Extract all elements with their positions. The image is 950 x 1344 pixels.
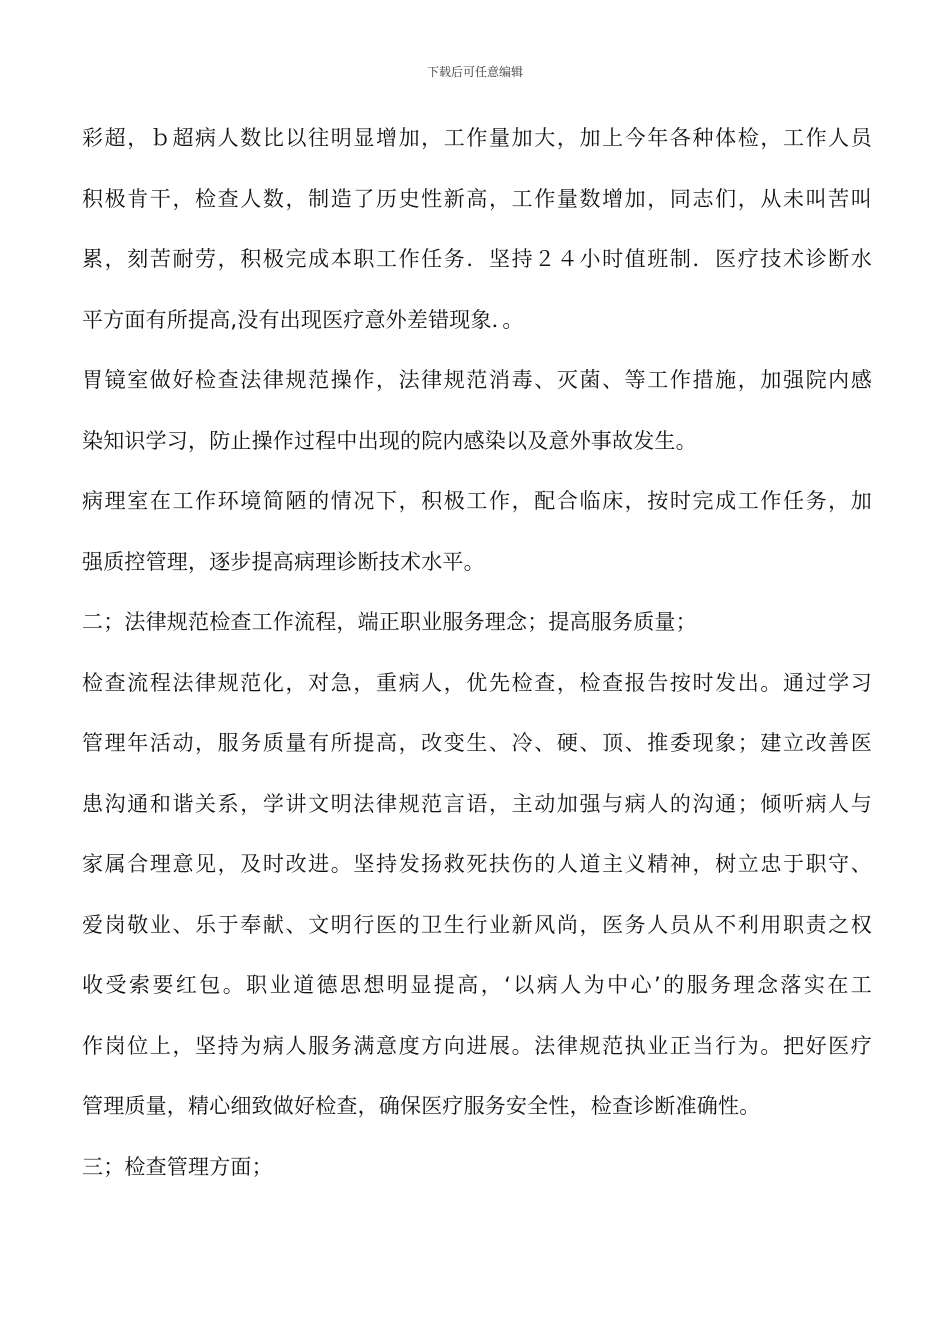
text-line: 作岗位上，坚持为病人服务满意度方向进展。法律规范执业正当行为。把好医疗 (82, 1033, 872, 1058)
text-line: 家属合理意见，及时改进。坚持发扬救死扶伤的人道主义精神，树立忠于职守、 (82, 852, 872, 876)
text-line: 患沟通和谐关系，学讲文明法律规范言语，主动加强与病人的沟通；倾听病人与 (82, 791, 872, 816)
text-line: 检查流程法律规范化，对急，重病人，优先检查，检查报告按时发出。通过学习 (82, 670, 872, 695)
document-body (82, 108, 872, 1197)
text-line: 染知识学习，防止操作过程中出现的院内感染以及意外事故发生。 (82, 428, 697, 453)
page-header-note: 下载后可任意编辑 (426, 65, 523, 79)
text-line: 累，刻苦耐劳，积极完成本职工作任务．坚持２４小时值班制．医疗技术诊断水 (82, 247, 872, 271)
text-line: 积极肯干，检查人数，制造了历史性新高，工作量数增加，同志们，从未叫苦叫 (82, 186, 872, 211)
section-heading: 二；法律规范检查工作流程，端正职业服务理念；提高服务质量； (82, 610, 697, 634)
text-line: 强质控管理，逐步提高病理诊断技术水平。 (82, 549, 485, 574)
text-line: 胃镜室做好检查法律规范操作，法律规范消毒、灭菌、等工作措施，加强院内感 (82, 368, 872, 392)
text-line: 彩超，ｂ超病人数比以往明显增加，工作量加大，加上今年各种体检，工作人员 (82, 126, 872, 150)
section-heading: 三；检查管理方面； (82, 1154, 273, 1179)
text-line: 管理年活动，服务质量有所提高，改变生、冷、硬、顶、推委现象；建立改善医 (82, 731, 872, 755)
text-line: 爱岗敬业、乐于奉献、文明行医的卫生行业新风尚，医务人员从不利用职责之权 (82, 912, 872, 937)
text-line: 收受索要红包。职业道德思想明显提高，‘以病人为中心’的服务理念落实在工 (82, 973, 872, 997)
text-line: 病理室在工作环境简陋的情况下，积极工作，配合临床，按时完成工作任务，加 (82, 489, 872, 513)
text-line: 平方面有所提高,没有出现医疗意外差错现象．。 (82, 307, 524, 332)
text-line: 管理质量，精心细致做好检查，确保医疗服务安全性，检查诊断准确性。 (82, 1094, 761, 1118)
